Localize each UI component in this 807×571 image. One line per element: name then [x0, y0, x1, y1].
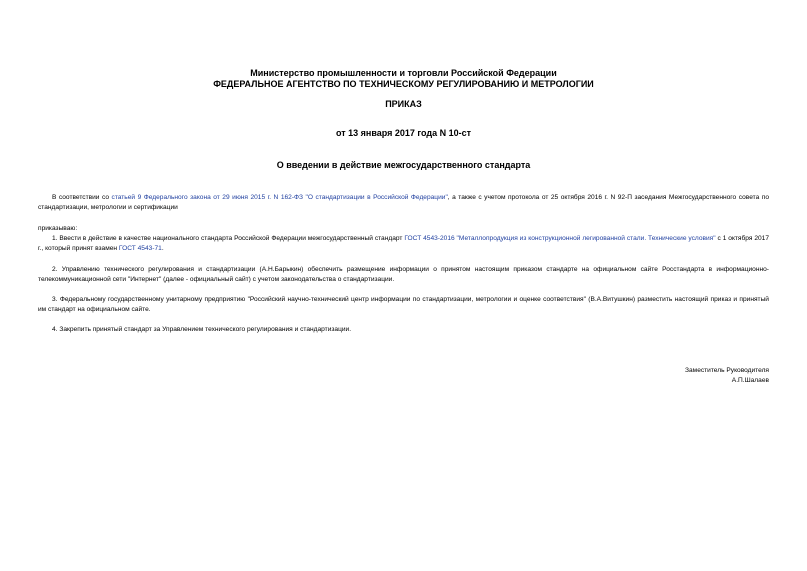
item-2-paragraph: 2. Управлению технического регулирования и стандартизации (А.Н.Барыкин) обеспечить размещение информации о принятом настоящим приказом стандарте на официальном сайте Росстандарта в информационно-телекоммуникационной сети "Интернет" (далее - официальный сайт) с учетом законодательства о стандартизации.: [38, 266, 769, 283]
gost-4543-71-link[interactable]: ГОСТ 4543-71: [118, 245, 162, 252]
item-1-text-1: 1. Ввести в действие в качестве национального стандарта Российской Федерации межгосударственный стандарт: [52, 235, 405, 242]
item-3-paragraph: 3. Федеральному государственному унитарному предприятию "Российский научно-технический центр информации по стандартизации, метрологии и оценке соответствия" (В.А.Витушкин) разместить настоящий приказ и принятый им стандарт на официальном сайте.: [38, 296, 769, 313]
item-4-paragraph: 4. Закрепить принятый стандарт за Управлением технического регулирования и стандартизации.: [52, 326, 352, 333]
doc-type-title: ПРИКАЗ: [385, 99, 422, 109]
preamble-text-2: , а также с учетом протокола от 25 октября 2016 г. N 92-П заседания Межгосударственного совета по стандартизации, метрологии и сертификации: [38, 194, 769, 211]
law-162-fz-link[interactable]: статьей 9 Федерального закона от 29 июня 2015 г. N 162-ФЗ "О стандартизации в Российской Федерации": [111, 194, 448, 201]
ministry-title: Министерство промышленности и торговли Российской Федерации: [250, 68, 557, 78]
signature-name: А.П.Шалаев: [731, 377, 769, 384]
item-1-text-2: с 1 октября 2017 г., который принят взамен: [38, 235, 770, 252]
preamble-text-1: В соответствии со: [52, 194, 112, 201]
gost-4543-2016-link[interactable]: ГОСТ 4543-2016 "Металлопродукция из конструкционной легированной стали. Технические условия": [404, 235, 716, 242]
preamble-paragraph: [38, 193, 769, 213]
orders-word: приказываю:: [38, 225, 78, 232]
date-number: от 13 января 2017 года N 10-ст: [335, 128, 472, 138]
item-1-text-3: .: [161, 245, 164, 252]
item-1-paragraph: [38, 234, 769, 254]
doc-subject: О введении в действие межгосударственного стандарта: [276, 160, 531, 170]
signature-position: Заместитель Руководителя: [685, 367, 769, 374]
agency-title: ФЕДЕРАЛЬНОЕ АГЕНТСТВО ПО ТЕХНИЧЕСКОМУ РЕГУЛИРОВАНИЮ И МЕТРОЛОГИИ: [213, 79, 594, 89]
